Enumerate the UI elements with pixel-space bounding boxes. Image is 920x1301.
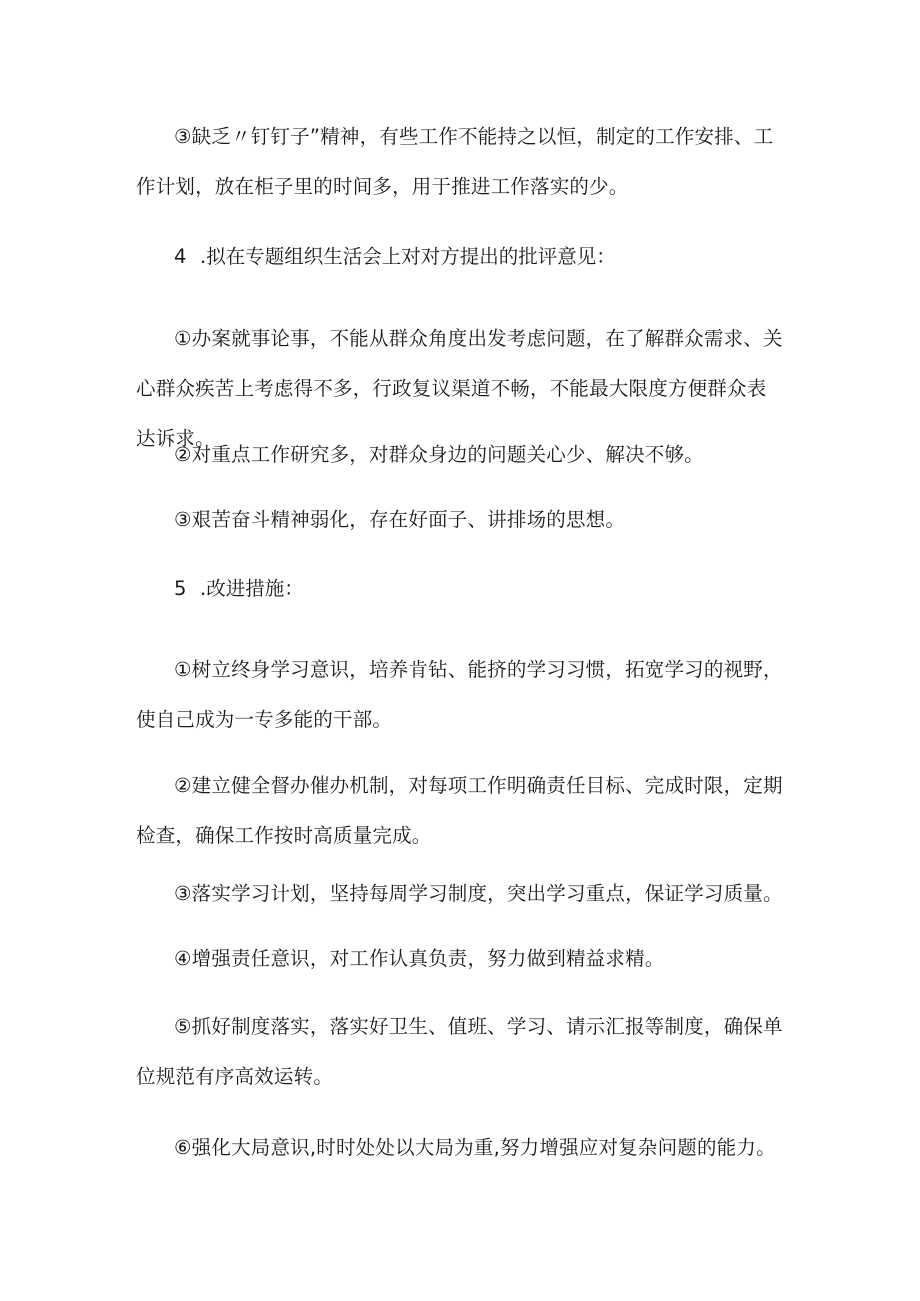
section-title: .拟在专题组织生活会上对对方提出的批评意见： (200, 245, 616, 268)
paragraph-system-implementation: ⑤抓好制度落实，落实好卫生、值班、学习、请示汇报等制度，确保单位规范有序高效运转。 (136, 1015, 783, 1088)
section-heading-improvement (174, 564, 304, 614)
paragraph-nail-spirit: ③缺乏〃钉钉子”精神，有些工作不能持之以恒，制定的工作安排、工作计划，放在柜子里的时间多，用于推进工作落实的少。 (136, 125, 774, 198)
section-title: .改进措施： (200, 577, 304, 600)
paragraph-study-plan: ③落实学习计划，坚持每周学习制度，突出学习重点，保证学习质量。 (174, 882, 783, 905)
paragraph-overall-awareness: ⑥强化大局意识,时时处处以大局为重,努力增强应对复杂问题的能力。 (174, 1136, 776, 1159)
section-heading-criticism (174, 232, 616, 282)
section-number: 5 (174, 577, 187, 600)
paragraph-key-work: ②对重点工作研究多，对群众身边的问题关心少、解决不够。 (174, 443, 704, 466)
section-number: 4 (174, 245, 187, 268)
paragraph-case-handling: ①办案就事论事，不能从群众角度出发考虑问题，在了解群众需求、关心群众疾苦上考虑得不多，行政复议渠道不畅，不能最大限度方便群众表达诉求。 (136, 327, 783, 450)
paragraph-responsibility: ④增强责任意识，对工作认真负责，努力做到精益求精。 (174, 947, 665, 970)
paragraph-hard-work: ③艰苦奋斗精神弱化，存在好面子、讲排场的思想。 (174, 508, 626, 531)
paragraph-supervision-mechanism: ②建立健全督办催办机制，对每项工作明确责任目标、完成时限，定期检查，确保工作按时高质量完成。 (136, 774, 783, 847)
paragraph-lifelong-learning: ①树立终身学习意识，培养肯钻、能挤的学习习惯，拓宽学习的视野，使自己成为一专多能的干部。 (136, 658, 783, 731)
